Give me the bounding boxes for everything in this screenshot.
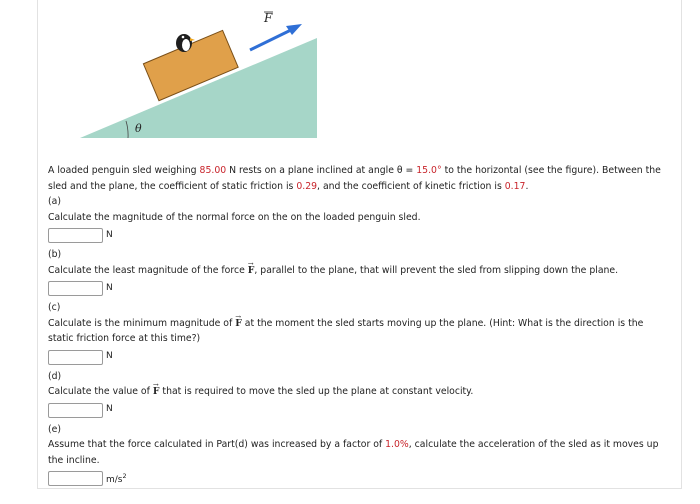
force-vector-symbol: → F (235, 318, 242, 329)
part-c-question (48, 316, 670, 347)
kinetic-friction-value: 0.17 (504, 180, 526, 192)
incline-figure (80, 8, 320, 142)
angle-value: 15.0° (416, 165, 442, 176)
question-text: Calculate the least magnitude of the force (48, 264, 248, 276)
part-a-unit: N (106, 229, 113, 240)
part-b-unit: N (106, 282, 113, 293)
unit-exponent: 2 (122, 471, 127, 480)
weight-value: 85.00 (199, 165, 227, 176)
static-friction-value: 0.29 (296, 180, 318, 192)
part-d-question (48, 384, 670, 400)
part-b-label: (b) (48, 249, 62, 260)
part-a-question: Calculate the magnitude of the normal force on the on the loaded penguin sled. (48, 211, 421, 223)
part-c-answer-row (48, 348, 670, 367)
part-d-unit: N (106, 404, 113, 415)
part-c-answer-input[interactable] (48, 350, 103, 365)
question-text: , parallel to the plane, that will prevent the sled from slipping down the plane. (254, 264, 619, 276)
part-c-label: (c) (48, 302, 61, 313)
part-b-question (48, 263, 670, 279)
part-d-answer-row (48, 401, 670, 420)
problem-content (48, 163, 670, 490)
part-a-label: (a) (48, 196, 61, 207)
intro-text: N rests on a plane inclined at angle θ = (226, 165, 417, 176)
intro-text: to the horizontal (see the figure). Between the sled and the plane, the coefficient of static friction is (48, 165, 661, 192)
force-vector-symbol: → F (153, 386, 160, 397)
intro-text: , and the coefficient of kinetic friction is (317, 180, 505, 192)
part-a-answer-row (48, 226, 670, 245)
part-e-unit (106, 469, 127, 489)
factor-value: 1.0% (385, 439, 409, 450)
problem-statement (48, 163, 670, 194)
part-e-answer-row (48, 469, 670, 488)
force-arrow (250, 29, 293, 50)
part-b-answer-row (48, 279, 670, 298)
part-e-answer-input[interactable] (48, 471, 103, 486)
part-d-answer-input[interactable] (48, 403, 103, 418)
angle-label: θ (135, 122, 142, 135)
question-text: Assume that the force calculated in Part(d) was increased by a factor of (48, 439, 386, 450)
intro-text: . (525, 180, 529, 192)
question-text: Calculate the value of (48, 386, 153, 397)
part-c-unit: N (106, 351, 113, 362)
question-text: Calculate is the minimum magnitude of (48, 317, 236, 329)
force-arrowhead (286, 24, 302, 35)
part-d-label: (d) (48, 370, 62, 382)
intro-text: A loaded penguin sled weighing (48, 165, 200, 176)
force-label: F (264, 11, 273, 25)
part-e-label: (e) (48, 423, 61, 435)
unit-base: m/s (106, 474, 123, 485)
part-a-answer-input[interactable] (48, 228, 103, 243)
question-text: at the moment the sled starts moving up the plane. (Hint: What is the direction is the static friction force at this time?) (48, 317, 644, 344)
part-b-answer-input[interactable] (48, 281, 103, 296)
force-vector-symbol: → F (248, 265, 255, 276)
part-e-question (48, 437, 670, 468)
question-text: , calculate the acceleration of the sled as it moves up the incline. (48, 439, 659, 466)
question-text: that is required to move the sled up the plane at constant velocity. (159, 386, 474, 397)
